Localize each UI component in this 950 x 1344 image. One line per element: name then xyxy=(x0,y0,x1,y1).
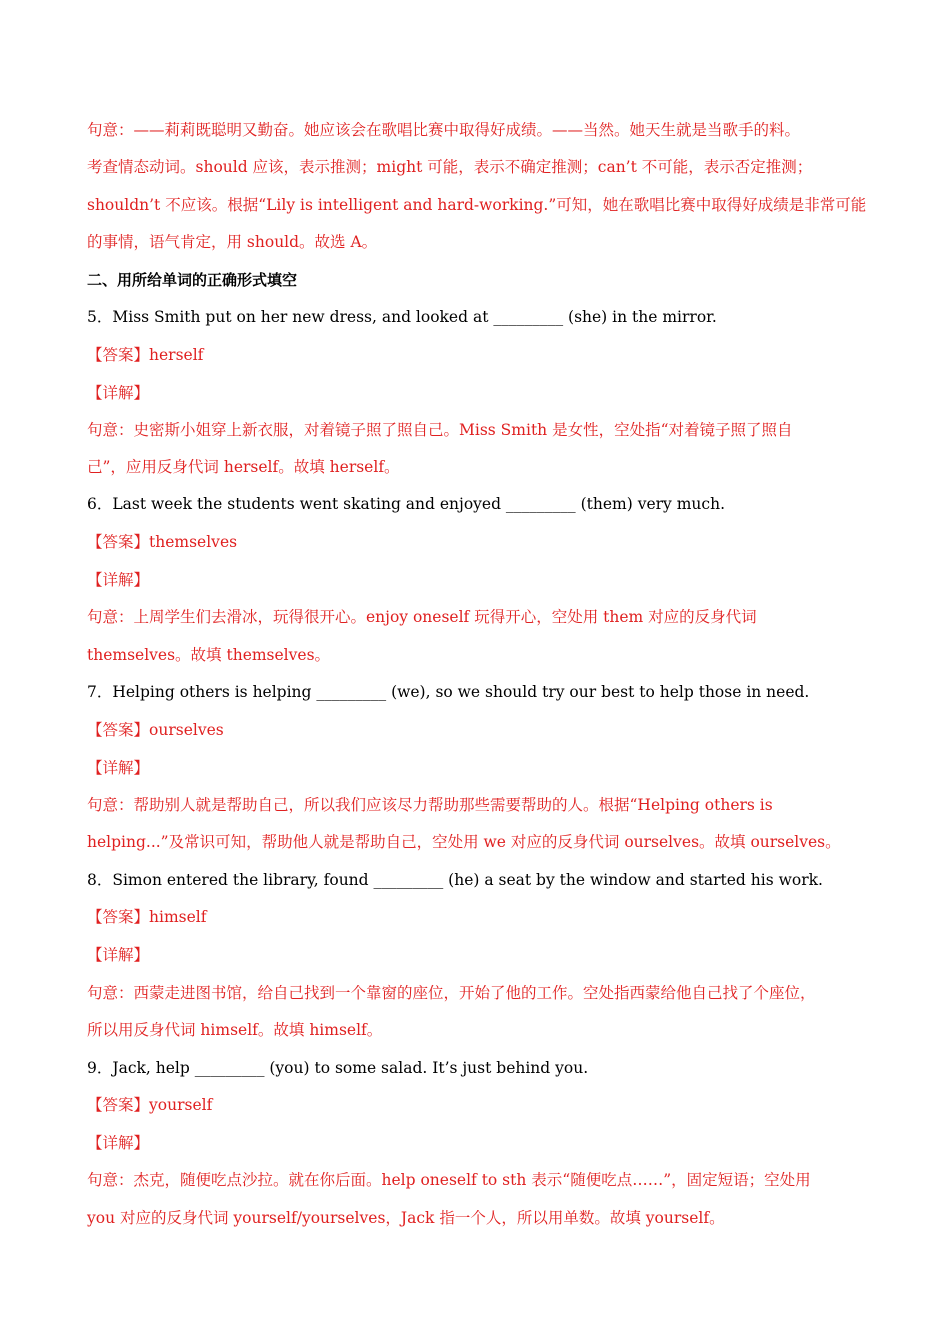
answer-value: himself xyxy=(149,908,207,926)
question-text: 6．Last week the students went skating and enjoyed _________ (them) very much. xyxy=(87,495,726,513)
detail-label: 【详解】 xyxy=(87,759,150,777)
answer-row xyxy=(87,345,203,365)
explanation-line: themselves。故填 themselves。 xyxy=(87,646,331,664)
answer-value: ourselves xyxy=(149,721,224,739)
answer-row xyxy=(87,907,206,927)
intro-explanation-line: 句意：——莉莉既聪明又勤奋。她应该会在歌唱比赛中取得好成绩。——当然。她天生就是当歌手的料。 xyxy=(87,121,801,139)
intro-explanation-line: shouldn’t 不应该。根据“Lily is intelligent and hard-working.”可知，她在歌唱比赛中取得好成绩是非常可能 xyxy=(87,196,867,214)
explanation-line: 句意：帮助别人就是帮助自己，所以我们应该尽力帮助那些需要帮助的人。根据“Helping others is xyxy=(87,796,773,814)
detail-label: 【详解】 xyxy=(87,1134,150,1152)
answer-label: 【答案】 xyxy=(87,1096,150,1114)
detail-label: 【详解】 xyxy=(87,946,150,964)
intro-explanation-line: 的事情，语气肯定，用 should。故选 A。 xyxy=(87,233,378,251)
answer-value: herself xyxy=(149,346,204,364)
answer-row xyxy=(87,532,237,552)
explanation-line: 句意：上周学生们去滑冰，玩得很开心。enjoy oneself 玩得开心，空处用 them 对应的反身代词 xyxy=(87,608,757,626)
answer-label: 【答案】 xyxy=(87,533,150,551)
question-text: 7．Helping others is helping _________ (we), so we should try our best to help those in need. xyxy=(87,683,810,701)
explanation-line: 所以用反身代词 himself。故填 himself。 xyxy=(87,1021,383,1039)
detail-label: 【详解】 xyxy=(87,571,150,589)
answer-value: themselves xyxy=(149,533,238,551)
answer-label: 【答案】 xyxy=(87,721,150,739)
answer-value: yourself xyxy=(149,1096,213,1114)
section-heading: 二、用所给单词的正确形式填空 xyxy=(87,271,298,289)
explanation-line: 句意：史密斯小姐穿上新衣服，对着镜子照了照自己。Miss Smith 是女性，空处指“对着镜子照了照自 xyxy=(87,421,793,439)
question-text: 5．Miss Smith put on her new dress, and looked at _________ (she) in the mirror. xyxy=(87,308,717,326)
question-text: 9．Jack, help _________ (you) to some salad. It’s just behind you. xyxy=(87,1059,589,1077)
explanation-line: helping...”及常识可知，帮助他人就是帮助自己，空处用 we 对应的反身代词 ourselves。故填 ourselves。 xyxy=(87,833,841,851)
answer-row xyxy=(87,1095,212,1115)
question-text: 8．Simon entered the library, found _________ (he) a seat by the window and started his work. xyxy=(87,871,823,889)
answer-label: 【答案】 xyxy=(87,908,150,926)
explanation-line: 句意：杰克，随便吃点沙拉。就在你后面。help oneself to sth 表示“随便吃点……”，固定短语；空处用 xyxy=(87,1171,811,1189)
intro-explanation-line: 考查情态动词。should 应该，表示推测；might 可能，表示不确定推测；can’t 不可能，表示否定推测； xyxy=(87,158,813,176)
answer-label: 【答案】 xyxy=(87,346,150,364)
explanation-line: 句意：西蒙走进图书馆，给自己找到一个靠窗的座位，开始了他的工作。空处指西蒙给他自己找了个座位， xyxy=(87,984,816,1002)
explanation-line: you 对应的反身代词 yourself/yourselves，Jack 指一个人，所以用单数。故填 yourself。 xyxy=(87,1209,725,1227)
explanation-line: 己”，应用反身代词 herself。故填 herself。 xyxy=(87,458,400,476)
detail-label: 【详解】 xyxy=(87,384,150,402)
answer-row xyxy=(87,720,224,740)
